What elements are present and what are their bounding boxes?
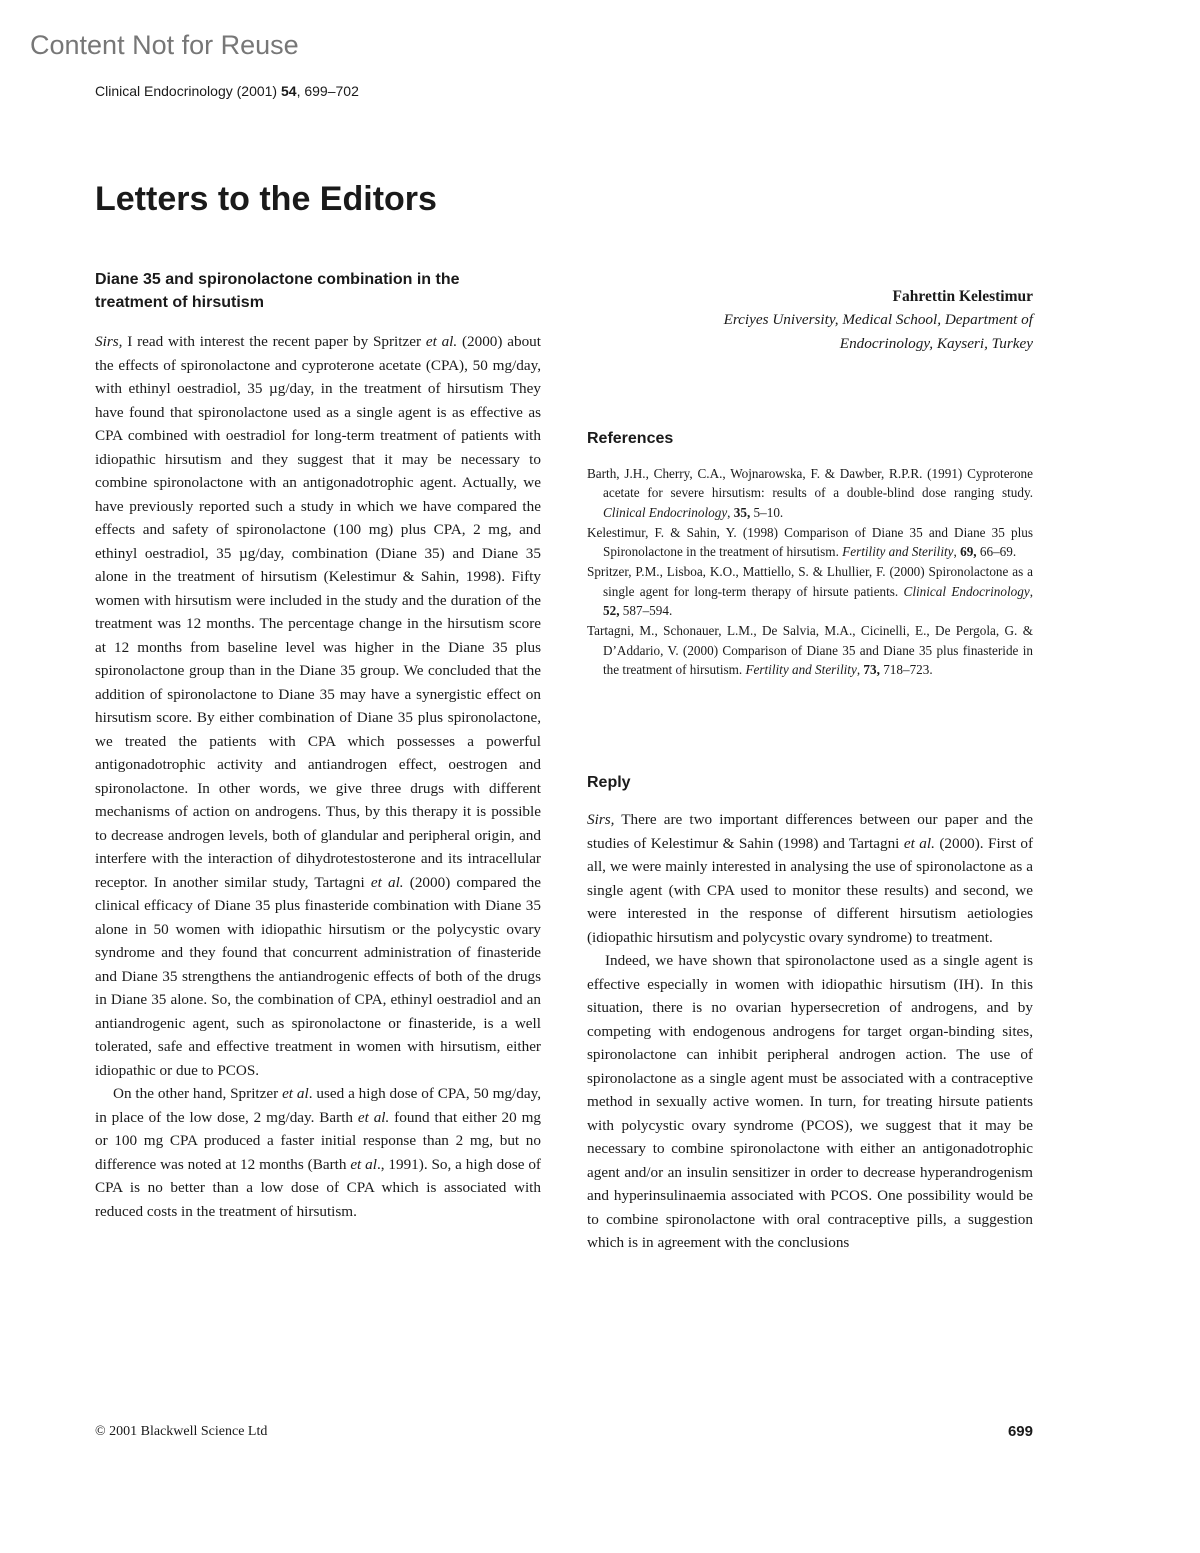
text-run: 5–10.	[750, 504, 784, 520]
text-run: Barth, J.H., Cherry, C.A., Wojnarowska, F. & Dawber, R.P.R. (1991) Cyproterone acetate for severe hirsutism: results of a double-blind dose ranging study.	[587, 466, 1033, 501]
paragraph	[95, 330, 541, 1082]
paragraph	[95, 1082, 541, 1223]
text-run: 73,	[863, 661, 880, 677]
text-run: ,	[1029, 583, 1033, 599]
reply-body	[587, 808, 1033, 1255]
text-run: et al	[282, 1085, 309, 1102]
reference-item	[587, 523, 1033, 562]
text-run: et al.	[357, 1108, 390, 1126]
text-run: 66–69.	[976, 544, 1017, 560]
text-run: et al.	[903, 834, 935, 852]
text-run: Sirs,	[95, 333, 123, 350]
reference-item	[587, 562, 1033, 620]
text-run: 35,	[733, 504, 751, 520]
text-run: et al.	[425, 333, 458, 350]
letter-affiliation: Erciyes University, Medical School, Department of Endocrinology, Kayseri, Turkey	[723, 311, 1033, 352]
text-run: et al	[350, 1155, 377, 1173]
references-heading: References	[587, 430, 674, 447]
text-run: Clinical Endocrinology	[603, 504, 728, 520]
letter-body	[95, 330, 541, 1223]
letter-heading: Diane 35 and spironolactone combination in the treatment of hirsutism	[95, 271, 460, 311]
text-run: 69,	[960, 544, 977, 560]
paragraph	[587, 949, 1033, 1255]
text-run: found that either 20 mg or 100 mg CPA produced a faster initial response than 2 mg, but no difference was noted at 12 months (Barth	[95, 1108, 541, 1173]
watermark: Content Not for Reuse	[30, 30, 299, 60]
copyright: © 2001 Blackwell Science Ltd	[95, 1424, 268, 1439]
journal-prefix: Clinical Endocrinology (2001)	[95, 83, 281, 99]
journal-citation	[95, 83, 359, 99]
text-run: . used a high dose of CPA, 50 mg/day, in place of the low dose, 2 mg/day. Barth	[95, 1085, 541, 1126]
letter-author: Fahrettin Kelestimur	[892, 288, 1033, 305]
text-run: et al.	[370, 873, 404, 891]
text-run: Fertility and Sterility	[842, 544, 954, 560]
text-run: Tartagni, M., Schonauer, L.M., De Salvia, M.A., Cicinelli, E., De Pergola, G. & D’Addario, V. (2000) Comparison of Diane 35 and Diane 35 plus finasteride in the treatment of hirsutism.	[587, 623, 1033, 677]
page-number: 699	[1007, 1423, 1033, 1440]
text-run: (2000). First of all, we were mainly interested in analysing the use of spironolactone as a single agent (with CPA used to monitor these results) and second, we were interested in the response of different hirsutism aetiologies (idiopathic hirsutism and polycystic ovary syndrome) to treatment.	[587, 834, 1034, 946]
journal-volume: 54	[281, 83, 297, 99]
text-run: (2000) compared the clinical efficacy of Diane 35 plus finasteride combination with Diane 35 alone in 50 women with idiopathic hirsutism or the polycystic ovary syndrome and they found that concurrent administration of finasteride and Diane 35 strengthens the antiandrogenic effects of both of the drugs in Diane 35 alone. So, the combination of CPA, ethinyl oestradiol and an antiandrogenic agent, such as spironolactone or finasteride, is a well tolerated, safe and effective treatment in women with hirsutism, either idiopathic or due to PCOS.	[95, 873, 542, 1079]
reference-item	[587, 464, 1033, 522]
text-run: Spritzer, P.M., Lisboa, K.O., Mattiello, S. & Lhullier, F. (2000) Spironolactone as a single agent for long-term therapy of hirsute patients.	[587, 564, 1033, 599]
paragraph	[587, 808, 1033, 949]
reference-item	[587, 621, 1033, 679]
text-run: ,	[953, 544, 961, 560]
reference-list	[587, 464, 1033, 679]
text-run: Fertility and Sterility	[745, 661, 857, 677]
left-column	[95, 268, 541, 1223]
text-run: ,	[856, 661, 864, 677]
right-column	[587, 285, 1033, 1255]
text-run: I read with interest the recent paper by Spritzer	[122, 333, 426, 350]
text-run: 587–594.	[619, 603, 673, 619]
text-run: 52,	[603, 603, 620, 619]
text-run: ., 1991). So, a high dose of CPA is no better than a low dose of CPA which is associated with reduced costs in the treatment of hirsutism.	[95, 1155, 541, 1220]
text-run: Sirs,	[587, 811, 615, 829]
text-run: On the other hand, Spritzer	[113, 1085, 283, 1102]
text-run: 718–723.	[879, 661, 933, 677]
text-run: Clinical Endocrinology	[903, 583, 1030, 599]
text-run: ,	[727, 504, 734, 520]
text-run: Kelestimur, F. & Sahin, Y. (1998) Comparison of Diane 35 and Diane 35 plus Spironolactone in the treatment of hirsutism.	[587, 524, 1033, 560]
reply-heading: Reply	[587, 774, 631, 792]
section-title: Letters to the Editors	[95, 180, 437, 218]
text-run: Indeed, we have shown that spironolactone used as a single agent is effective especially in women with idiopathic hirsutism (IH). In this situation, there is no ovarian hypersecretion of androgens, and by competing with endogenous androgens for target organ-binding sites, spironolactone can inhibit peripheral androgen action. The use of spironolactone as a single agent must be associated with a contraceptive method in sexually active women. In turn, for treating hirsute patients with polycystic ovary syndrome (PCOS), we suggest that it may be necessary to combine spironolactone with either an antigonadotrophic agent and/or an insulin sensitizer in order to decrease hyperandrogenism and hyperinsulinaemia associated with PCOS. One possibility would be to combine spironolactone with oral contraceptive pills, a suggestion which is in agreement with the conclusions	[587, 952, 1033, 1252]
text-run: There are two important differences between our paper and the studies of Kelestimur & Sahin (1998) and Tartagni	[587, 811, 1033, 852]
journal-pages: , 699–702	[296, 83, 359, 99]
text-run: (2000) about the effects of spironolactone and cyproterone acetate (CPA), 50 mg/day, with ethinyl oestradiol, 35 µg/day, in the treatment of hirsutism They have found that spironolactone used as a single agent is as effective as CPA combined with oestradiol for long-term treatment of patients with idiopathic hirsutism and they suggest that it may be necessary to combine spironolactone with an antigonadotrophic agent. Actually, we have previously reported such a study in which we have compared the effects and safety of spironolactone (100 mg) plus CPA, 2 mg, and ethinyl oestradiol, 35 µg/day, combination (Diane 35) and Diane 35 alone in the treatment of hirsutism (Kelestimur & Sahin, 1998). Fifty women with hirsutism were included in the study and the duration of the treatment was 12 months. The percentage change in the hirsutism score at 12 months from baseline level was higher in the Diane 35 plus spironolactone group than in the Diane 35 group. We concluded that the addition of spironolactone to Diane 35 may have a synergistic effect on hirsutism score. By either combination of Diane 35 plus spironolactone, we treated the patients with CPA which possesses a powerful antigonadotrophic activity and antiandrogen effect, oestrogen and spironolactone. In other words, we give three drugs with different mechanisms of action on androgens. Thus, by this therapy it is possible to decrease androgen levels, both of glandular and peripheral origin, and interfere with the interaction of dihydrotestosterone and its intracellular receptor. In another similar study, Tartagni	[95, 333, 541, 891]
